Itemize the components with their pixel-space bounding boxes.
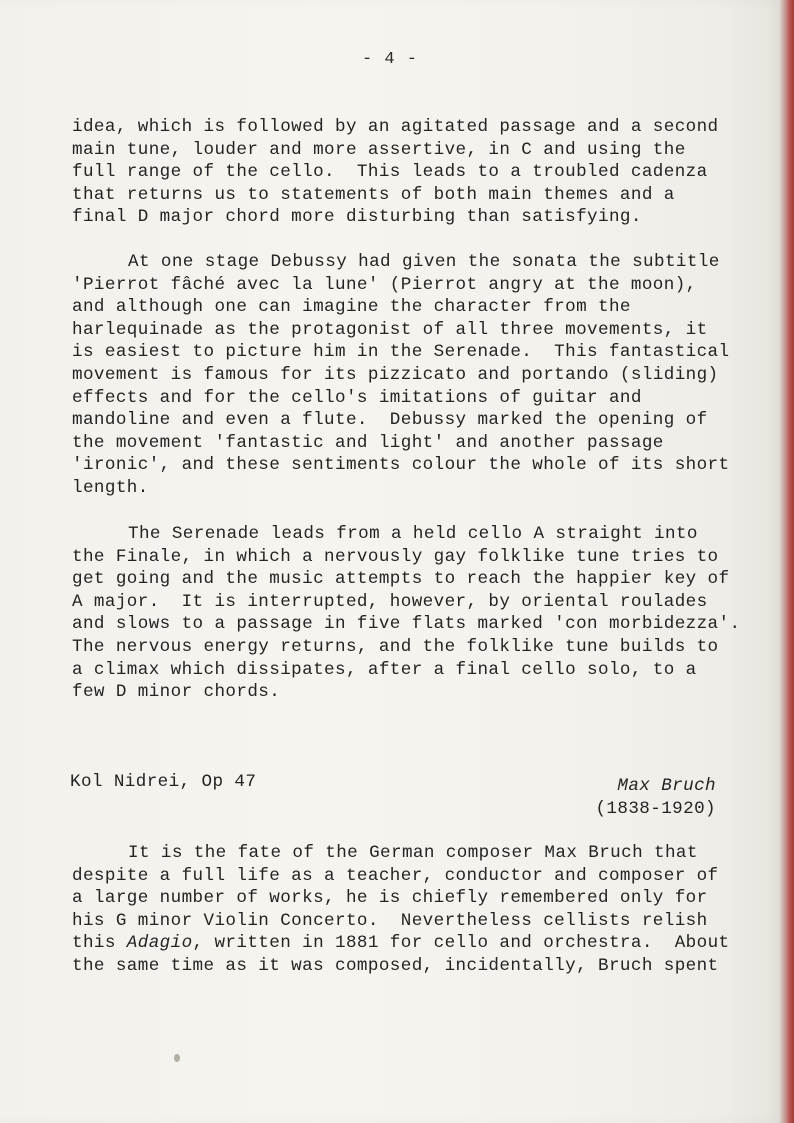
text-line: length.: [72, 477, 149, 498]
page-edge: [780, 0, 794, 1123]
text-line: mandoline and even a flute. Debussy marked the opening of: [72, 410, 708, 431]
text-line: a climax which dissipates, after a final cello solo, to a: [72, 659, 697, 680]
text-line: At one stage Debussy had given the sonata the subtitle: [128, 252, 720, 272]
text-line: and although one can imagine the character from the: [72, 297, 631, 318]
text-fragment: this: [72, 933, 127, 954]
text-line: idea, which is followed by an agitated passage and a second: [72, 117, 719, 137]
composer-name: Max Bruch: [617, 776, 716, 796]
text-line: main tune, louder and more assertive, in C and using the: [72, 139, 686, 160]
text-line: effects and for the cello's imitations of guitar and: [72, 387, 642, 408]
text-line: that returns us to statements of both main themes and a: [72, 184, 675, 205]
composer-credit: [595, 775, 716, 820]
text-line: The nervous energy returns, and the folklike tune builds to: [72, 636, 719, 657]
text-line: is easiest to picture him in the Serenade. This fantastical: [72, 342, 730, 363]
paragraph-4: [72, 842, 762, 978]
text-line: It is the fate of the German composer Max Bruch that: [128, 843, 698, 863]
emphasized-term: Adagio: [126, 933, 193, 954]
text-line: despite a full life as a teacher, conductor and composer of: [72, 865, 719, 886]
paragraph-1: [72, 116, 762, 229]
text-line: get going and the music attempts to reach the happier key of: [72, 569, 730, 590]
page-number: - 4 -: [361, 50, 418, 69]
text-line: final D major chord more disturbing than satisfying.: [72, 207, 642, 228]
text-line: his G minor Violin Concerto. Nevertheless cellists relish: [72, 910, 708, 931]
text-line: The Serenade leads from a held cello A straight into: [128, 524, 698, 544]
text-line: 'Pierrot fâché avec la lune' (Pierrot angry at the moon),: [72, 274, 697, 295]
paragraph-2: [72, 251, 762, 500]
text-line: [72, 932, 762, 955]
text-line: movement is famous for its pizzicato and portando (sliding): [72, 364, 719, 385]
text-line: the movement 'fantastic and light' and another passage: [72, 432, 664, 453]
text-line: few D minor chords.: [72, 682, 281, 703]
text-line: 'ironic', and these sentiments colour the whole of its short: [72, 455, 730, 476]
work-title: Kol Nidrei, Op 47: [70, 772, 257, 792]
paper-speck: [174, 1054, 180, 1062]
text-line: a large number of works, he is chiefly remembered only for: [72, 888, 708, 909]
paragraph-3: [72, 523, 762, 704]
composer-dates: (1838-1920): [595, 798, 716, 819]
text-line: harlequinade as the protagonist of all three movements, it: [72, 319, 708, 340]
text-line: the Finale, in which a nervously gay folklike tune tries to: [72, 546, 719, 567]
text-fragment: , written in 1881 for cello and orchestra. About: [192, 933, 730, 954]
text-line: A major. It is interrupted, however, by oriental roulades: [72, 591, 708, 612]
text-line: the same time as it was composed, incidentally, Bruch spent: [72, 955, 719, 976]
text-line: full range of the cello. This leads to a troubled cadenza: [72, 162, 708, 183]
text-line: and slows to a passage in five flats marked 'con morbidezza'.: [72, 614, 741, 635]
